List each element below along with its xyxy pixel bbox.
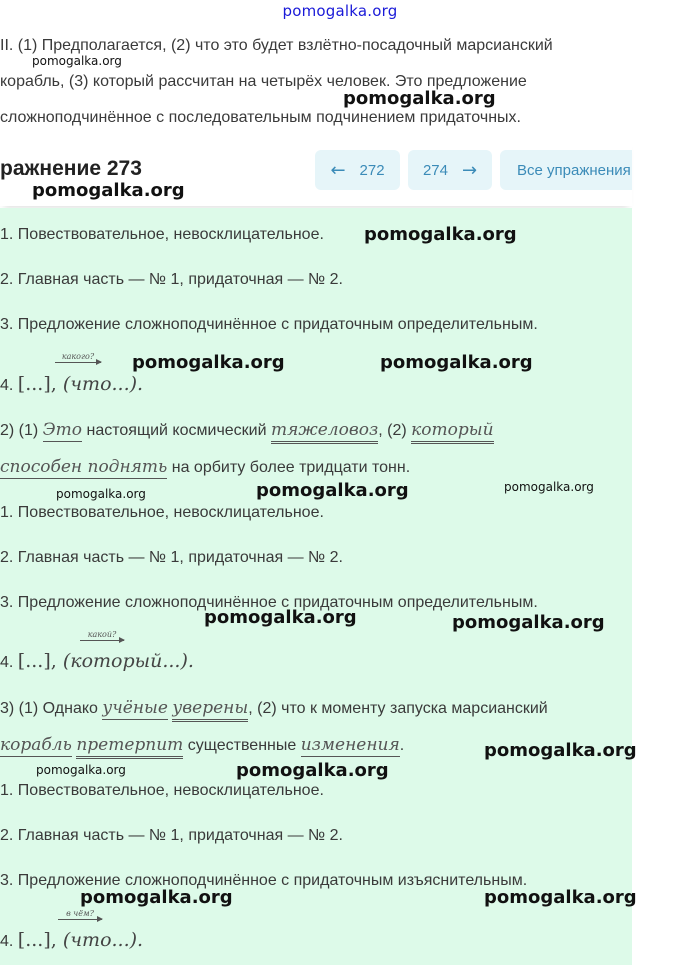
sentence2-line1: [0, 420, 494, 440]
sentence3-line2: [0, 735, 404, 755]
block3-point1: 1. Повествовательное, невосклицательное.: [0, 782, 324, 799]
block2-question: какой?: [87, 630, 117, 639]
block2-main-clause: [...],: [17, 650, 63, 672]
block2-schema: [0, 650, 194, 672]
watermark-overlay: pomogalka.org: [364, 224, 517, 245]
sentence2-subject: Это: [42, 420, 83, 440]
sentence3-text1: , (2) что к моменту запуска марсианский: [248, 700, 548, 717]
prev-exercise-button[interactable]: [315, 150, 400, 190]
sentence2-word-which: который: [411, 420, 493, 444]
block1-point2: 2. Главная часть — № 1, придаточная — № 2.: [0, 271, 343, 288]
watermark-top: pomogalka.org: [282, 2, 398, 20]
sentence3-predicate2: претерпит: [76, 735, 183, 759]
arrow-left-icon: ←: [330, 159, 346, 181]
block1-question-arrow: [55, 352, 101, 363]
arrow-right-icon: →: [461, 159, 478, 181]
watermark-overlay: pomogalka.org: [452, 612, 605, 633]
sentence2-compound-predicate: способен поднять: [0, 457, 168, 477]
sentence3-subject2: корабль: [0, 735, 72, 755]
next-exercise-button[interactable]: [408, 150, 492, 190]
block1-point1: 1. Повествовательное, невосклицательное.: [0, 226, 324, 243]
watermark-overlay: pomogalka.org: [56, 487, 146, 501]
watermark-overlay: pomogalka.org: [504, 480, 594, 494]
block1-main-clause: [...],: [17, 373, 63, 395]
arrow-right-icon: [80, 640, 124, 641]
sentence2-line2: [0, 457, 410, 477]
sentence3-predicate: уверены: [172, 698, 248, 722]
block3-schema: [0, 929, 143, 951]
arrow-right-icon: [55, 362, 101, 363]
next-exercise-label: 274: [422, 161, 448, 179]
block3-point3: 3. Предложение сложноподчинённое с придаточным изъяснительным.: [0, 872, 528, 889]
watermark-overlay: pomogalka.org: [80, 887, 233, 908]
intro-line-3: сложноподчинённое с последовательным подчинением придаточных.: [0, 109, 521, 126]
block3-point4-num: 4.: [0, 933, 18, 950]
sentence2-text3: на орбиту более тридцати тонн.: [167, 459, 411, 476]
prev-exercise-label: 272: [359, 161, 385, 179]
watermark-overlay: pomogalka.org: [256, 480, 409, 501]
block1-sub-clause: (что...).: [62, 373, 144, 395]
sentence3-line1: [0, 698, 548, 718]
block1-point3: 3. Предложение сложноподчинённое с придаточным определительным.: [0, 316, 538, 333]
sentence3-text2: существенные: [183, 737, 301, 754]
watermark-overlay: pomogalka.org: [32, 54, 122, 68]
sentence2-text1: настоящий космический: [82, 422, 271, 439]
watermark-overlay: pomogalka.org: [484, 740, 637, 761]
block3-sub-clause: (что...).: [62, 929, 144, 951]
watermark-overlay: pomogalka.org: [484, 887, 637, 908]
block2-point3: 3. Предложение сложноподчинённое с придаточным определительным.: [0, 594, 538, 611]
watermark-overlay: pomogalka.org: [343, 88, 496, 109]
sentence3-subject: учёные: [102, 698, 168, 718]
block2-sub-clause: (который...).: [62, 650, 194, 672]
watermark-overlay: pomogalka.org: [380, 352, 533, 373]
block3-main-clause: [...],: [17, 929, 63, 951]
intro-line-2: корабль, (3) который рассчитан на четырёх человек. Это предложение: [0, 73, 527, 90]
exercise-title: ражнение 273: [0, 157, 142, 180]
block2-point4-num: 4.: [0, 654, 18, 671]
sentence3-period: .: [399, 737, 405, 754]
intro-line-1: II. (1) Предполагается, (2) что это будет взлётно-посадочный марсианский: [0, 37, 553, 54]
sentence2-text2: , (2): [378, 422, 412, 439]
block1-question: какого?: [61, 352, 95, 361]
block2-point1: 1. Повествовательное, невосклицательное.: [0, 504, 324, 521]
sentence3-num: 3) (1) Однако: [0, 700, 103, 717]
block3-question-arrow: [58, 909, 102, 920]
block2-question-arrow: [80, 630, 124, 641]
sentence3-object: изменения: [300, 735, 400, 755]
all-exercises-label: Все упражнения: [517, 161, 631, 179]
watermark-overlay: pomogalka.org: [204, 607, 357, 628]
sentence2-num: 2) (1): [0, 422, 43, 439]
watermark-overlay: pomogalka.org: [132, 352, 285, 373]
block3-point2: 2. Главная часть — № 1, придаточная — № 2.: [0, 827, 343, 844]
block3-question: в чём?: [66, 909, 94, 918]
watermark-overlay: pomogalka.org: [36, 763, 126, 777]
block1-point4-num: 4.: [0, 377, 18, 394]
block2-point2: 2. Главная часть — № 1, придаточная — № 2.: [0, 549, 343, 566]
arrow-right-icon: [58, 919, 102, 920]
sentence2-predicate: тяжеловоз: [271, 420, 378, 444]
watermark-overlay: pomogalka.org: [236, 760, 389, 781]
watermark-overlay: pomogalka.org: [32, 180, 185, 201]
all-exercises-button[interactable]: [500, 150, 632, 190]
block1-schema: [0, 373, 143, 395]
